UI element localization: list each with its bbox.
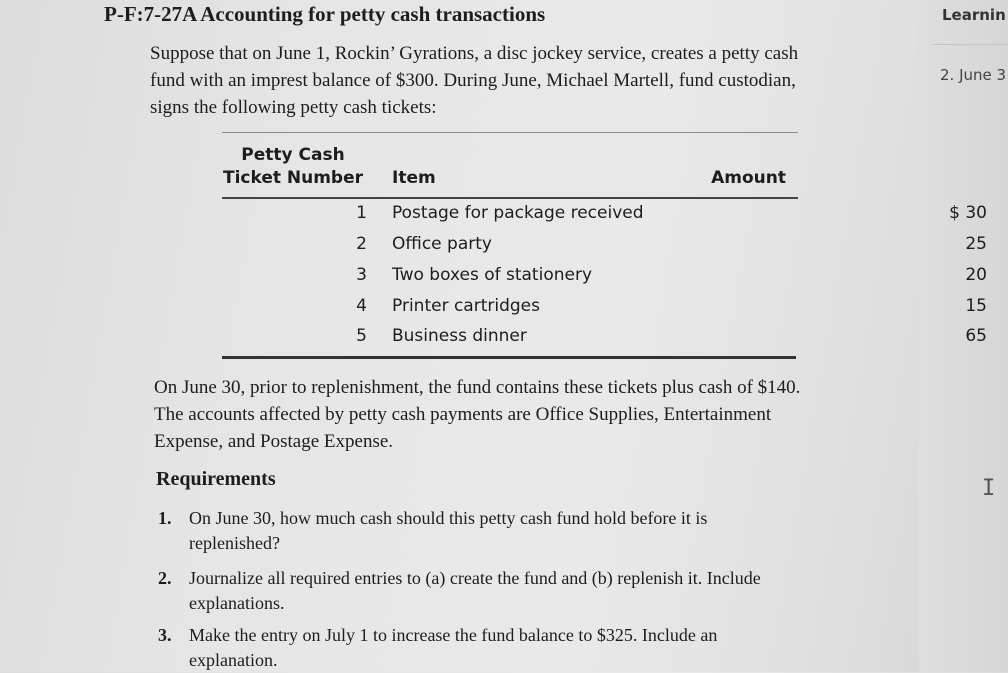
requirement-line: explanation.	[189, 650, 278, 670]
item-header: Item	[392, 168, 436, 188]
requirement-line: explanations.	[189, 593, 285, 613]
requirement-number: 2.	[158, 568, 172, 588]
table-row	[222, 326, 987, 352]
ticket-number-cell: 1	[356, 203, 367, 223]
problem-title: P-F:7-27A Accounting for petty cash transactions	[104, 2, 546, 26]
intro-line: Suppose that on June 1, Rockin’ Gyrations, a disc jockey service, creates a petty cash	[150, 43, 799, 64]
item-cell: Postage for package received	[392, 203, 644, 223]
item-cell: Office party	[392, 234, 492, 254]
amount-cell: 25	[965, 234, 987, 254]
requirement-line: Journalize all required entries to (a) create the fund and (b) replenish it. Include	[189, 568, 761, 588]
after-table-line: On June 30, prior to replenishment, the fund contains these tickets plus cash of $140.	[154, 377, 801, 398]
side-panel-divider	[932, 44, 1008, 45]
requirement-text	[189, 566, 761, 616]
ticket-number-cell: 2	[356, 234, 367, 254]
amount-cell: 15	[965, 296, 987, 316]
table-row	[222, 296, 987, 322]
intro-line: signs the following petty cash tickets:	[150, 97, 437, 118]
item-cell: Printer cartridges	[392, 296, 540, 316]
ticket-number-header	[222, 144, 364, 190]
after-table-text	[154, 374, 914, 455]
ticket-number-cell: 4	[356, 296, 367, 316]
table-row	[222, 265, 987, 291]
requirement-line: replenished?	[189, 533, 280, 553]
intro-line: fund with an imprest balance of $300. During June, Michael Martell, fund custodian,	[150, 70, 796, 91]
requirement-text	[189, 623, 717, 673]
after-table-line: Expense, and Postage Expense.	[154, 431, 394, 452]
table-row	[222, 234, 987, 260]
amount-header: Amount	[711, 168, 786, 188]
requirements-heading: Requirements	[156, 468, 276, 490]
amount-cell: 20	[965, 265, 987, 285]
table-top-rule	[222, 132, 798, 133]
ticket-number-cell: 3	[356, 265, 367, 285]
amount-cell: $ 30	[949, 203, 987, 223]
amount-cell: 65	[965, 326, 987, 346]
side-panel-header: Learnin	[942, 6, 1006, 24]
problem-intro	[150, 40, 910, 121]
item-cell: Business dinner	[392, 326, 527, 346]
requirement-text	[189, 506, 707, 556]
table-header-rule	[222, 197, 798, 199]
ticket-number-cell: 5	[356, 326, 367, 346]
item-cell: Two boxes of stationery	[392, 265, 593, 285]
after-table-line: The accounts affected by petty cash payments are Office Supplies, Entertainment	[154, 404, 772, 425]
requirement-number: 1.	[158, 508, 172, 528]
table-row	[222, 203, 987, 229]
side-panel-item[interactable]: 2. June 3	[940, 66, 1007, 84]
ticket-header-line: Petty Cash	[241, 145, 345, 165]
table-bottom-rule	[222, 356, 796, 359]
requirement-line: Make the entry on July 1 to increase the fund balance to $325. Include an	[189, 625, 718, 645]
requirement-line: On June 30, how much cash should this petty cash fund hold before it is	[189, 508, 708, 528]
text-cursor-icon: I	[982, 476, 996, 501]
ticket-header-line: Ticket Number	[222, 168, 364, 188]
requirement-number: 3.	[158, 625, 172, 645]
